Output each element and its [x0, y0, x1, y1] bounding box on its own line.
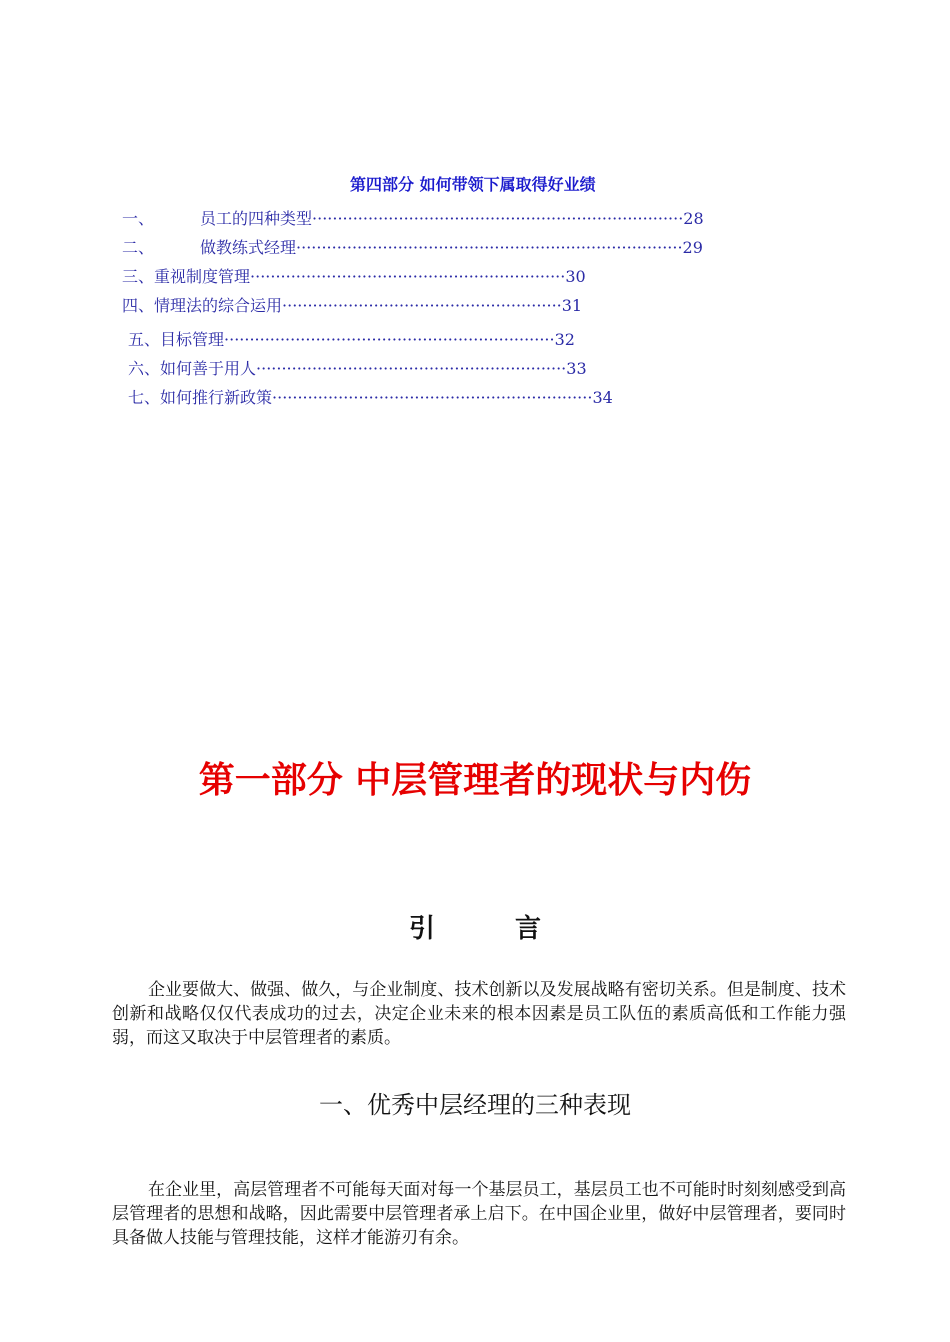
toc-item-leader: ····························································· — [256, 359, 567, 378]
toc-item-leader: ············································································ — [296, 238, 683, 257]
toc-item-number: 二、 — [122, 238, 155, 257]
part-title: 第一部分 中层管理者的现状与内伤 — [198, 759, 752, 801]
section-paragraph: 在企业里，高层管理者不可能每天面对每一个基层员工，基层员工也不可能时时刻刻感受到高层管理者的思想和战略，因此需要中层管理者承上启下。在中国企业里，做好中层管理者，要同时具备做人技能与管理技能，这样才能游刃有余。 — [112, 1180, 846, 1248]
toc-item[interactable] — [122, 235, 703, 258]
toc-item-page: 31 — [561, 296, 583, 315]
toc-item[interactable] — [122, 293, 582, 316]
section-heading: 一、优秀中层经理的三种表现 — [319, 1091, 631, 1119]
toc-item-leader: ······························································ — [250, 267, 566, 286]
toc-item-leader: ······························································· — [272, 388, 593, 407]
toc-item-leader: ······················································· — [282, 296, 562, 315]
toc-item[interactable] — [122, 264, 586, 287]
toc-item-label: 四、情理法的综合运用 — [122, 296, 283, 315]
toc-item[interactable] — [128, 356, 587, 379]
toc-item-label: 做教练式经理 — [200, 238, 297, 257]
toc-item[interactable] — [128, 327, 575, 350]
intro-title: 引言 — [408, 914, 621, 944]
toc-item[interactable] — [122, 206, 704, 229]
toc-item-page: 30 — [565, 267, 586, 286]
toc-item-label: 六、如何善于用人 — [128, 359, 257, 378]
toc-item-page: 33 — [566, 359, 587, 378]
toc-item-page: 34 — [592, 388, 613, 407]
toc-item-page: 29 — [682, 238, 703, 257]
toc-item-page: 28 — [683, 209, 704, 228]
toc-item-leader: ································································· — [224, 330, 555, 349]
intro-paragraph: 企业要做大、做强、做久，与企业制度、技术创新以及发展战略有密切关系。但是制度、技术创新和战略仅仅代表成功的过去，决定企业未来的根本因素是员工队伍的素质高低和工作能力强弱，而这又取决于中层管理者的素质。 — [112, 980, 846, 1048]
toc-item-number: 一、 — [122, 209, 155, 228]
toc-item-label: 五、目标管理 — [128, 330, 225, 349]
toc-item-leader: ········································································· — [312, 209, 684, 228]
toc-item-label: 七、如何推行新政策 — [128, 388, 273, 407]
toc-item-label: 员工的四种类型 — [200, 209, 313, 228]
toc-item[interactable] — [128, 385, 613, 408]
toc-item-page: 32 — [554, 330, 575, 349]
toc-item-label: 三、重视制度管理 — [122, 267, 251, 286]
toc-heading: 第四部分 如何带领下属取得好业绩 — [350, 175, 596, 194]
